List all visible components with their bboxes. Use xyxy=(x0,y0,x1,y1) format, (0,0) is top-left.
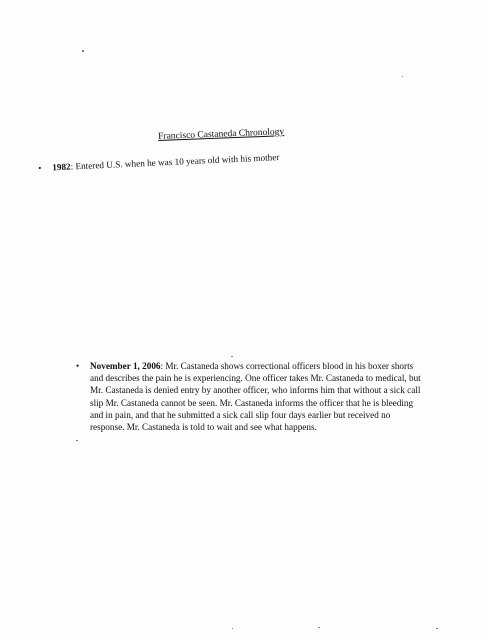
entry-text xyxy=(52,149,318,173)
scan-speck xyxy=(231,356,233,357)
scan-speck xyxy=(318,627,320,628)
scan-speck xyxy=(76,440,78,441)
scan-speck xyxy=(232,628,233,629)
entry-description: : Entered U.S. when he was 10 years old with his mother xyxy=(70,152,280,172)
bullet-icon: • xyxy=(76,361,80,371)
document-title: Francisco Castaneda Chronology xyxy=(158,127,285,142)
entry-text xyxy=(90,360,422,433)
chronology-entry xyxy=(38,149,318,174)
bullet-icon: • xyxy=(38,162,42,173)
scan-speck xyxy=(82,50,84,52)
entry-date: 1982 xyxy=(52,161,71,173)
entry-date: November 1, 2006 xyxy=(90,361,161,371)
scan-speck xyxy=(436,628,438,629)
chronology-entry xyxy=(76,360,422,433)
entry-description: : Mr. Castaneda shows correctional officers blood in his boxer shorts and describes the pain he is experiencing. One officer takes Mr. Castaneda to medical, but Mr. Castaneda is denied entry by another officer, who informs him that without a sick call slip Mr. Castaneda cannot be seen. Mr. Castaneda informs the officer that he is bleeding and in pain, and that he submitted a sick call slip four days earlier but received no response. Mr. Castaneda is told to wait and see what happens. xyxy=(90,361,421,433)
scan-speck xyxy=(402,76,403,77)
